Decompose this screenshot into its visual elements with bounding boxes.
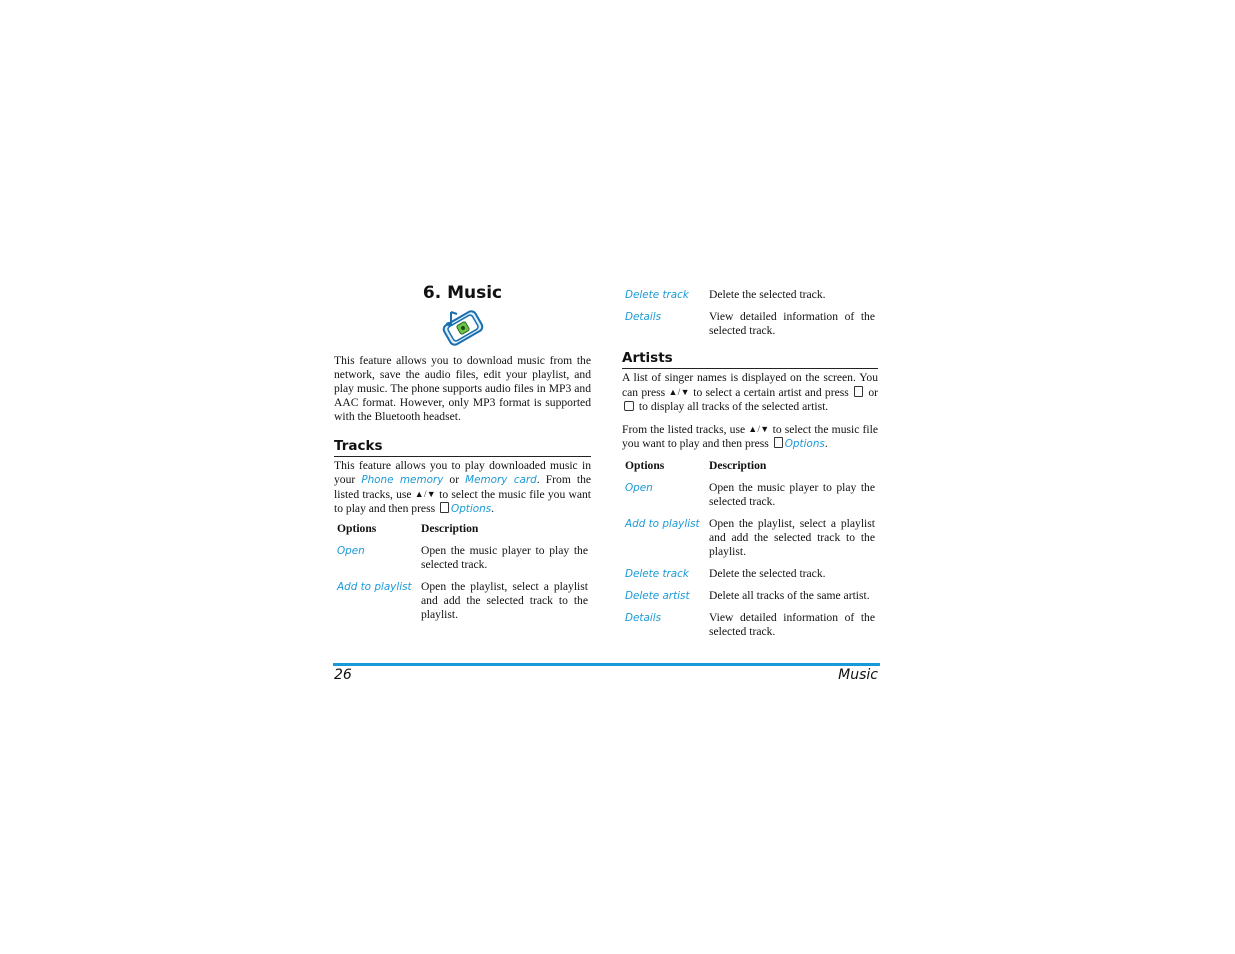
table-row	[334, 580, 591, 630]
tracks-options-table-continued	[622, 288, 878, 346]
artists-text-end: .	[824, 437, 828, 450]
option-description: Delete all tracks of the same artist.	[709, 589, 870, 602]
up-down-key-icon: ▲/▼	[668, 387, 690, 397]
left-column	[334, 280, 591, 630]
up-down-key-icon: ▲/▼	[414, 489, 436, 499]
options-link[interactable]: Options	[784, 438, 825, 450]
option-add-to-playlist[interactable]: Add to playlist	[337, 581, 412, 593]
artists-heading: Artists	[622, 350, 878, 369]
option-description: Open the music player to play the selected track.	[709, 481, 875, 508]
option-details[interactable]: Details	[625, 311, 662, 323]
artists-paragraph-1	[622, 371, 878, 414]
option-description: Delete the selected track.	[709, 288, 826, 301]
option-description: View detailed information of the selected track.	[709, 310, 875, 337]
option-details[interactable]: Details	[625, 612, 662, 624]
option-open[interactable]: Open	[625, 482, 653, 494]
option-delete-artist[interactable]: Delete artist	[625, 590, 690, 602]
option-description: View detailed information of the selected track.	[709, 611, 875, 638]
table-row	[622, 517, 878, 567]
table-row	[622, 611, 878, 647]
table-row	[622, 288, 878, 310]
footer-section-title: Music	[838, 667, 878, 683]
left-softkey-icon	[774, 437, 783, 448]
option-delete-track[interactable]: Delete track	[625, 568, 689, 580]
intro-paragraph: This feature allows you to download music from the network, save the audio files, edit your playlist, and play music. The phone supports audio files in MP3 and AAC format. However, only MP3 format is supported with the Bluetooth headset.	[334, 354, 591, 423]
artists-text-d: From the listed tracks, use	[622, 423, 746, 436]
option-description: Open the music player to play the selected track.	[421, 544, 588, 571]
page-number: 26	[334, 667, 352, 683]
option-description: Open the playlist, select a playlist and add the selected track to the playlist.	[709, 517, 875, 558]
option-delete-track[interactable]: Delete track	[625, 289, 689, 301]
tracks-options-table	[334, 522, 591, 630]
footer-rule	[333, 663, 880, 666]
artists-options-table	[622, 459, 878, 647]
options-link[interactable]: Options	[451, 503, 492, 515]
artists-text-b: to select a certain artist and press	[693, 386, 849, 399]
artists-text-or: or	[868, 386, 878, 399]
phone-memory-link[interactable]: Phone memory	[361, 474, 444, 486]
table-row	[622, 310, 878, 346]
tracks-text-c: to select the music file you want to play and then press	[334, 488, 591, 515]
tracks-text-b: . From the listed tracks, use	[334, 473, 592, 501]
artists-text-a: A list of singer names is displayed on the screen. You can press	[622, 371, 878, 399]
artists-paragraph-2	[622, 422, 878, 451]
tracks-heading: Tracks	[334, 438, 591, 457]
ok-key-icon	[624, 401, 634, 411]
table-row	[334, 544, 591, 580]
tracks-text-a: This feature allows you to play downloaded music in your	[334, 459, 591, 486]
description-column-header: Description	[421, 522, 479, 535]
up-down-key-icon: ▲/▼	[748, 424, 770, 434]
options-column-header: Options	[625, 459, 665, 472]
option-add-to-playlist[interactable]: Add to playlist	[625, 518, 700, 530]
tracks-text-end: .	[491, 502, 495, 515]
left-softkey-icon	[440, 502, 449, 513]
right-column	[622, 288, 878, 647]
memory-card-link[interactable]: Memory card	[465, 474, 537, 486]
table-row	[622, 481, 878, 517]
options-column-header: Options	[337, 522, 377, 535]
tracks-paragraph	[334, 459, 591, 516]
music-player-icon	[439, 308, 487, 348]
option-description: Open the playlist, select a playlist and add the selected track to the playlist.	[421, 580, 588, 621]
music-icon-wrapper	[334, 308, 591, 348]
option-open[interactable]: Open	[337, 545, 365, 557]
chapter-title: 6. Music	[422, 283, 503, 303]
table-row	[622, 589, 878, 611]
artists-text-c: to display all tracks of the selected artist.	[638, 400, 829, 413]
artists-text-e: to select the music file you want to play and then press	[622, 423, 878, 450]
option-description: Delete the selected track.	[709, 567, 826, 580]
left-softkey-icon	[854, 386, 863, 397]
table-row	[622, 567, 878, 589]
description-column-header: Description	[709, 459, 767, 472]
tracks-text-or: or	[449, 473, 460, 486]
